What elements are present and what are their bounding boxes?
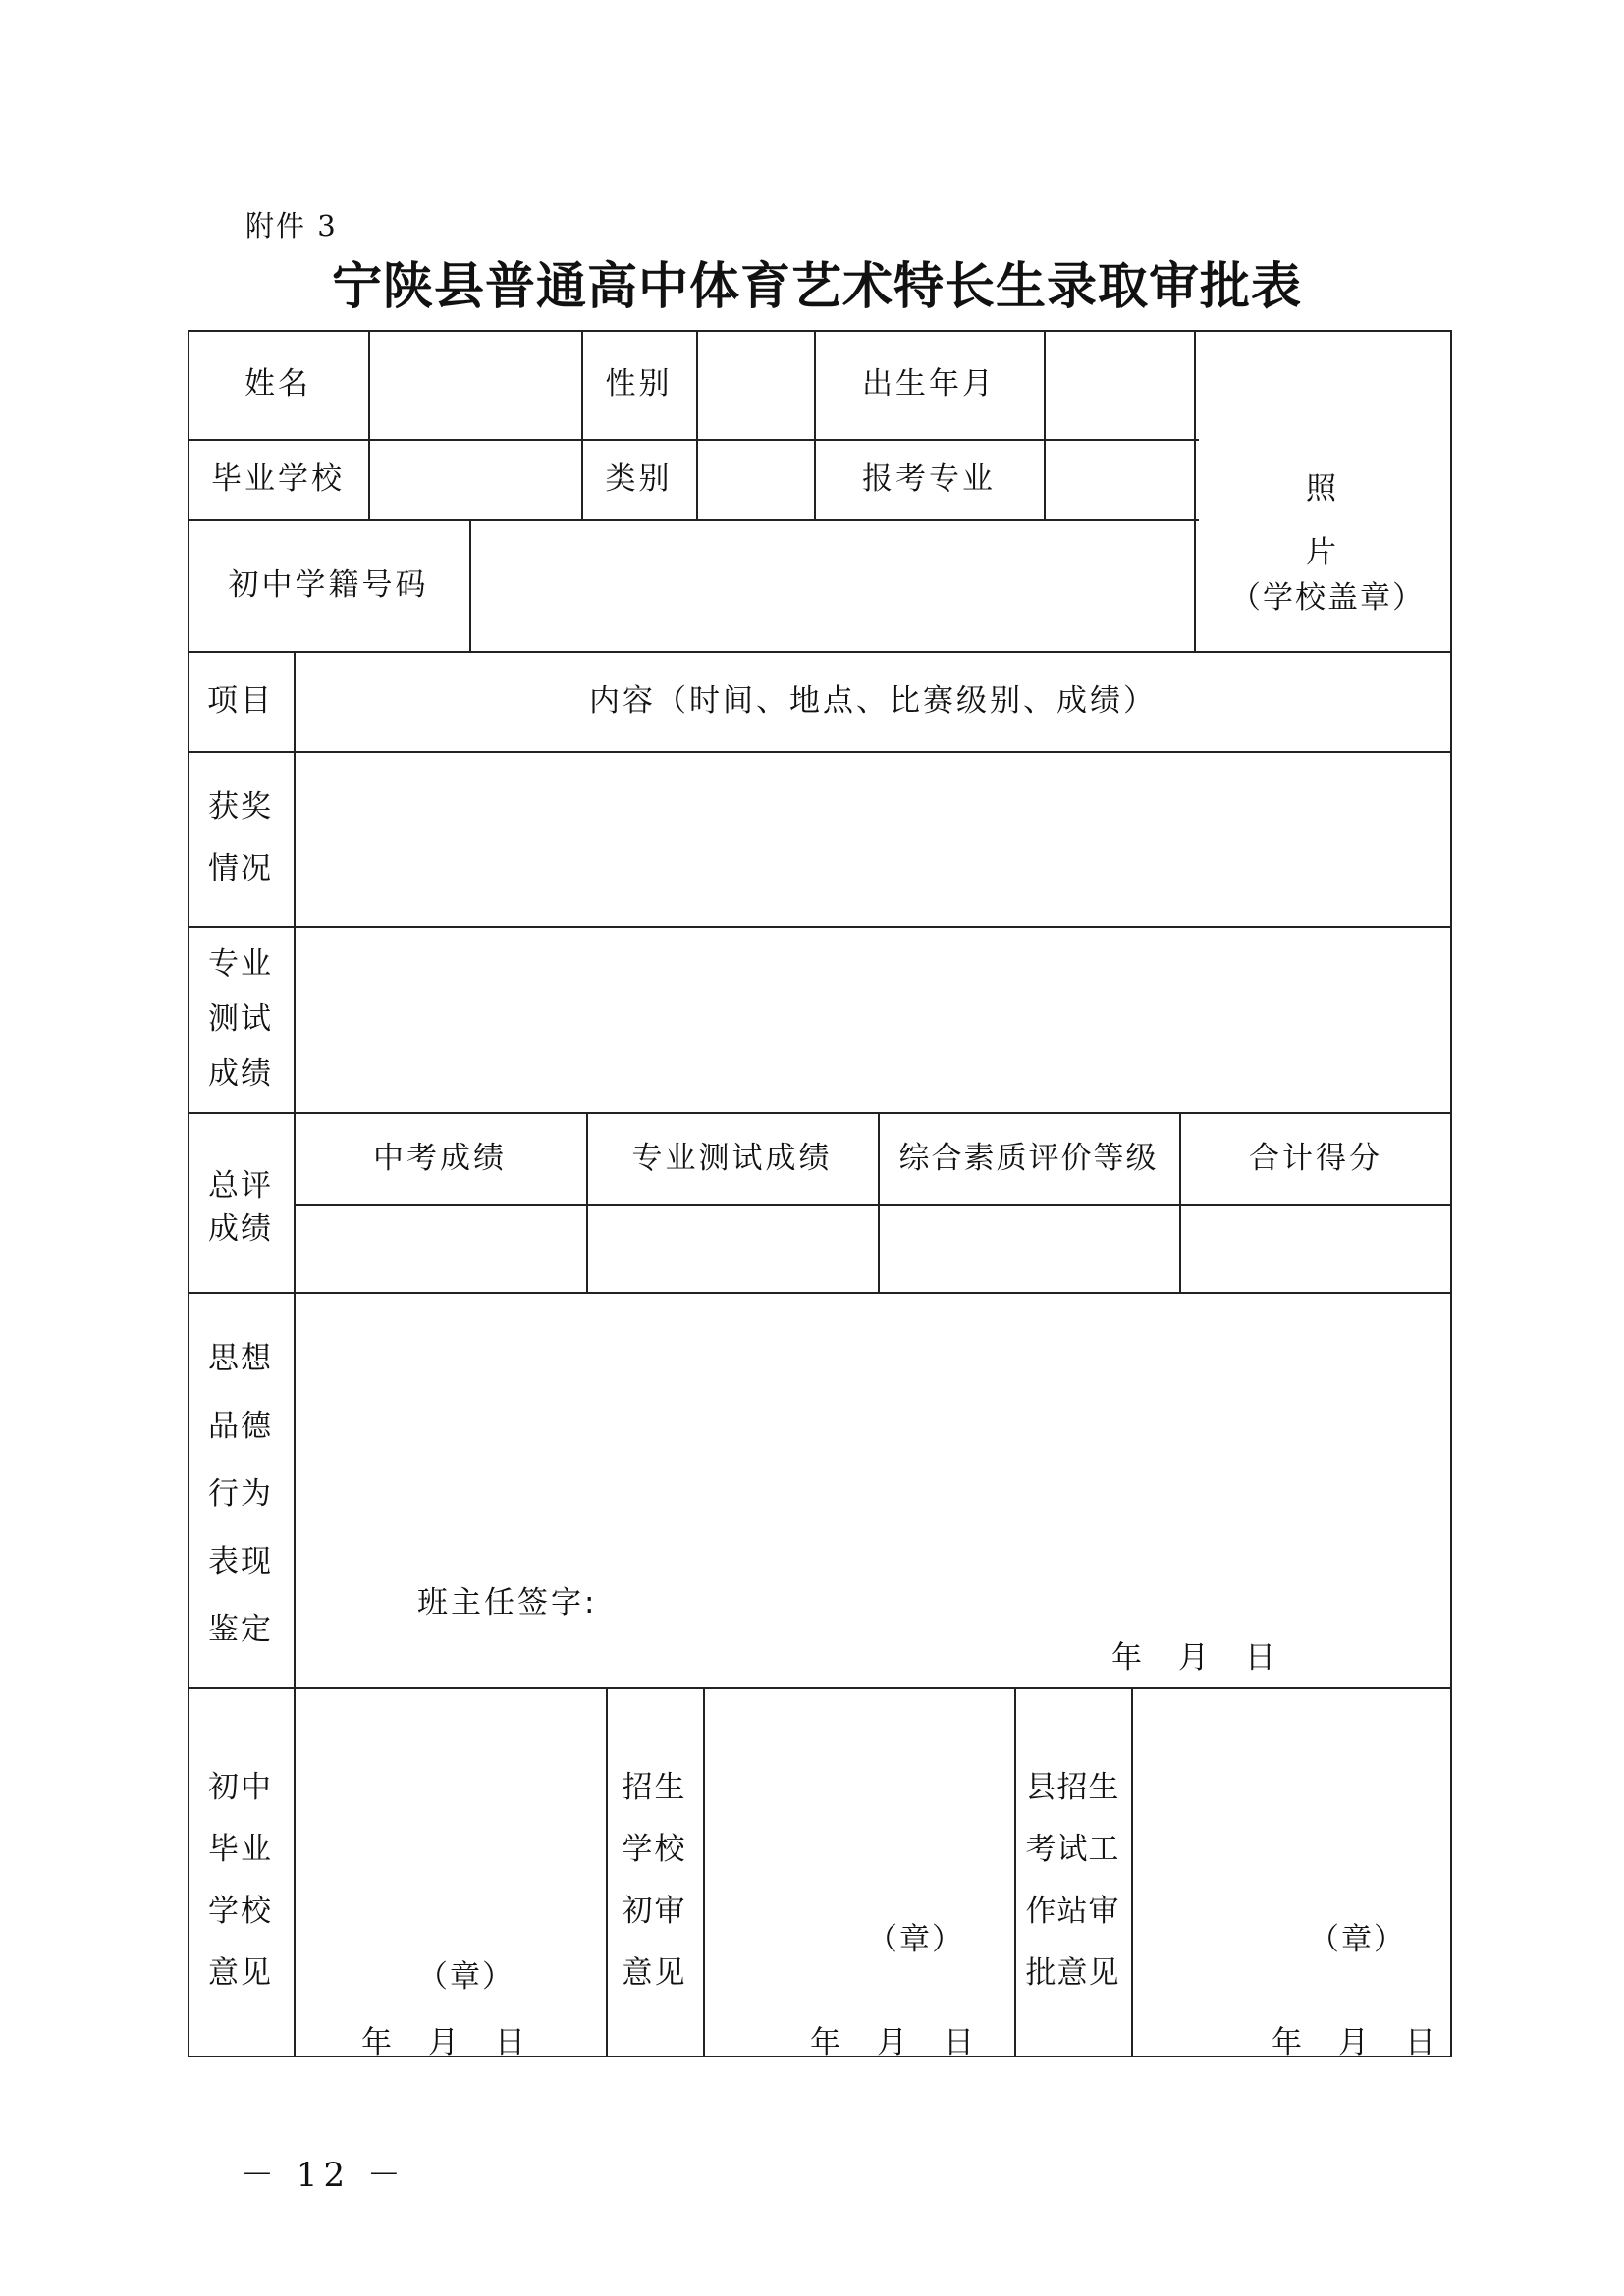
category-field[interactable] <box>696 439 814 519</box>
col-line <box>703 1687 705 2057</box>
awards-label-line: 获奖 <box>208 789 273 825</box>
form-title: 宁陕县普通高中体育艺术特长生录取审批表 <box>331 257 1302 316</box>
opinion-label-line: 考试工 <box>1025 1832 1120 1867</box>
col-line <box>1194 330 1196 651</box>
test-label-line: 测试 <box>208 1001 273 1037</box>
opinion-label-line: 招生 <box>622 1770 687 1805</box>
test-score-field[interactable] <box>294 926 1452 1112</box>
test-label-line: 专业 <box>208 946 273 982</box>
page-number: － 12 － <box>241 2156 406 2195</box>
total-score-field[interactable] <box>1179 1204 1452 1292</box>
test-score-header: 专业测试成绩 <box>631 1140 833 1176</box>
moral-label-line: 鉴定 <box>208 1612 273 1647</box>
exam-score-header: 中考成绩 <box>373 1140 507 1176</box>
major-label: 报考专业 <box>862 460 996 497</box>
name-label: 姓名 <box>244 366 311 402</box>
photo-label-1: 照 <box>1306 471 1338 507</box>
date-day: 日 <box>495 2025 527 2060</box>
county-station-opinion-label <box>1014 1757 1131 2012</box>
total-score-header: 合计得分 <box>1249 1140 1382 1176</box>
opinion-label-line: 意见 <box>208 1955 273 1991</box>
date-month: 月 <box>428 2025 460 2060</box>
item-label: 项目 <box>207 682 274 719</box>
quality-grade-field[interactable] <box>878 1204 1179 1292</box>
name-field[interactable] <box>368 330 581 439</box>
opinion-label-line: 批意见 <box>1025 1955 1120 1991</box>
moral-date-month: 月 <box>1178 1640 1211 1676</box>
date-month: 月 <box>1338 2025 1371 2060</box>
opinion-label-line: 初中 <box>208 1770 273 1805</box>
row-line <box>188 1292 1452 1294</box>
awards-label-line: 情况 <box>208 851 273 886</box>
test-score-value-field[interactable] <box>586 1204 878 1292</box>
student-id-field[interactable] <box>469 519 1194 651</box>
opinion-label-line: 毕业 <box>208 1832 273 1867</box>
date-year: 年 <box>810 2025 842 2060</box>
seal-placeholder: （章） <box>1309 1922 1406 1957</box>
opinion-label-line: 学校 <box>208 1894 273 1929</box>
quality-grade-header: 综合素质评价等级 <box>898 1140 1159 1176</box>
overall-label-line: 成绩 <box>208 1210 273 1247</box>
photo-label-3: （学校盖章） <box>1230 580 1425 615</box>
awards-field[interactable] <box>294 751 1452 926</box>
awards-label <box>188 751 294 926</box>
student-id-label: 初中学籍号码 <box>228 566 429 603</box>
moral-date-year: 年 <box>1111 1640 1144 1676</box>
moral-date-day: 日 <box>1245 1640 1277 1676</box>
col-line <box>1131 1687 1133 2057</box>
opinion-label-line: 作站审 <box>1025 1894 1120 1929</box>
seal-placeholder: （章） <box>867 1922 964 1957</box>
opinion-label-line: 意见 <box>622 1955 687 1991</box>
opinion-label-line: 初审 <box>622 1894 687 1929</box>
test-score-label <box>188 926 294 1112</box>
content-label: 内容（时间、地点、比赛级别、成绩） <box>589 682 1157 719</box>
date-day: 日 <box>944 2025 976 2060</box>
gender-field[interactable] <box>696 330 814 439</box>
birth-label: 出生年月 <box>862 366 996 402</box>
overall-label-line: 总评 <box>208 1167 273 1203</box>
overall-label <box>188 1112 294 1292</box>
moral-label-line: 行为 <box>208 1476 273 1512</box>
date-year: 年 <box>1272 2025 1304 2060</box>
attachment-label: 附件 3 <box>245 209 338 242</box>
birth-field[interactable] <box>1044 330 1194 439</box>
seal-placeholder: （章） <box>417 1959 514 1995</box>
moral-label <box>188 1325 294 1664</box>
exam-score-field[interactable] <box>294 1204 586 1292</box>
category-label: 类别 <box>605 460 673 497</box>
admission-school-opinion-label <box>606 1757 703 2012</box>
opinion-label-line: 学校 <box>622 1832 687 1867</box>
moral-label-line: 表现 <box>208 1544 273 1579</box>
school-field[interactable] <box>368 439 581 519</box>
moral-label-line: 品德 <box>208 1409 273 1444</box>
date-month: 月 <box>877 2025 909 2060</box>
school-label: 毕业学校 <box>211 460 345 497</box>
major-field[interactable] <box>1044 439 1194 519</box>
middle-school-opinion-label <box>188 1757 294 2012</box>
row-line <box>188 1687 1452 1689</box>
date-year: 年 <box>361 2025 394 2060</box>
test-label-line: 成绩 <box>208 1056 273 1092</box>
photo-label-2: 片 <box>1306 535 1338 570</box>
moral-label-line: 思想 <box>208 1341 273 1376</box>
opinion-label-line: 县招生 <box>1025 1770 1120 1805</box>
teacher-sign-label: 班主任签字: <box>417 1585 598 1621</box>
gender-label: 性别 <box>605 366 673 402</box>
date-day: 日 <box>1405 2025 1437 2060</box>
